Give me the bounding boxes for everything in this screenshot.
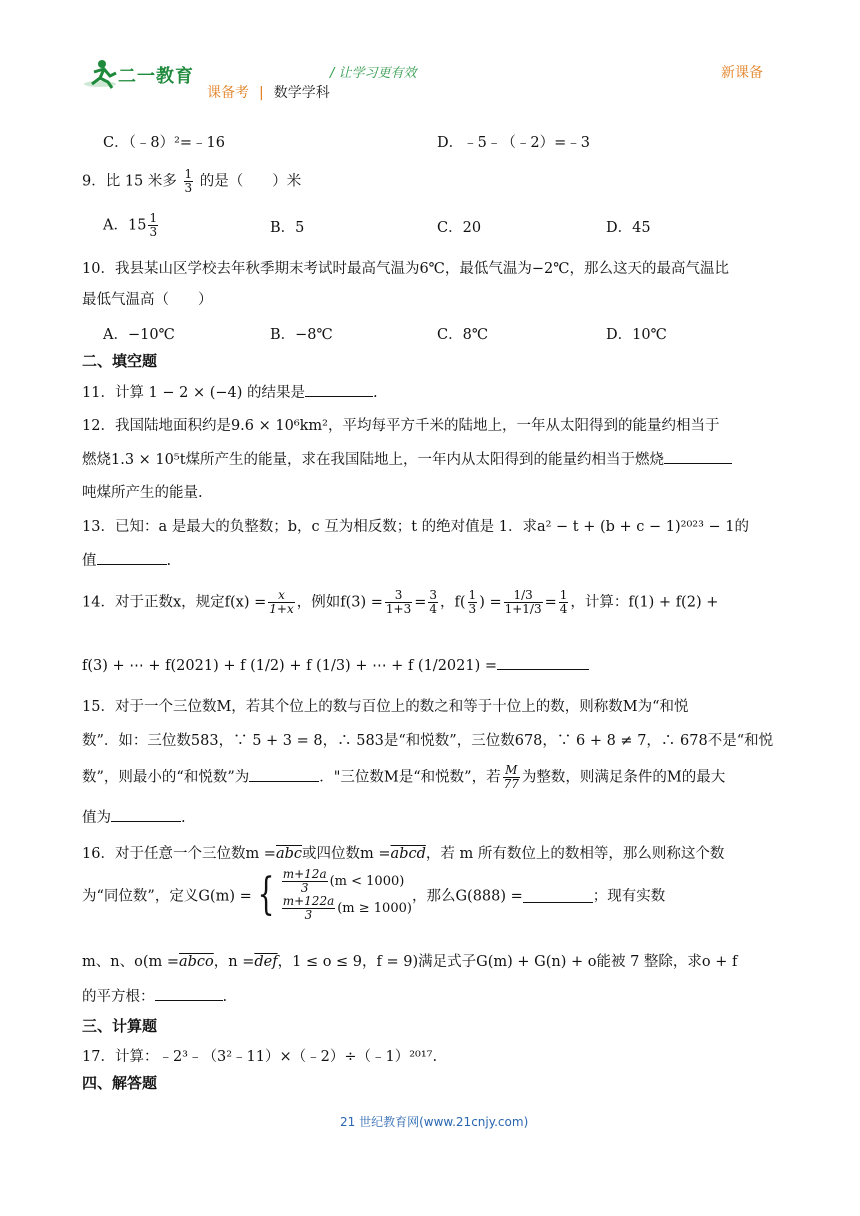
q14-line1: 14．对于正数x，规定f(x) = $\frac{x}{1+x}$ ，例如f(3) = $\frac{3}{1+3}$ = $\frac{3}{4}$ ，f( $\frac{1}{3}$ ) = $\frac{1/3}{1+1/3}$ = $\frac{1}{4}$ ，计算：f(1) + f(2) + [82,588,719,616]
section-answer: 四、解答题 [82,1074,158,1092]
q9-stem-a: 9．比 15 米多 [82,173,177,190]
q11: 11．计算 1 − 2 × (−4) 的结果是 . [82,381,378,402]
q8-option-d: D．﹣5﹣（﹣2）=﹣3 [437,135,590,151]
q17: 17．计算：﹣2³﹣（3²﹣11）×（﹣2）÷（﹣1）²⁰¹⁷. [82,1049,438,1065]
q9-option-c: C．20 [437,220,482,236]
q15-line4: 值为 . [82,806,186,827]
q13-line1: 13．已知：a 是最大的负整数；b，c 互为相反数；t 的绝对值是 1．求a² − t + (b + c − 1)²⁰²³ − 1的 [82,519,750,535]
header-subject [207,82,330,102]
q10-option-b: B．−8℃ [270,327,333,343]
q16-line4: 的平方根： . [82,985,227,1006]
q14-line2: f(3) + ⋯ + f(2021) + f (1/2) + f (1/3) + ⋯ + f (1/2021) = [82,655,589,674]
header-tag-right: 数学学科 [273,85,330,101]
q15-answer-blank-2[interactable] [111,807,181,822]
q16-answer-blank-2[interactable] [155,986,223,1001]
q12-line2: 燃烧1.3 × 10⁵t煤所产生的能量，求在我国陆地上，一年内从太阳得到的能量约相当于燃烧 [82,448,732,469]
q16-answer-blank-1[interactable] [523,888,593,903]
q9-option-b: B．5 [270,220,305,236]
q9-stem-b: 的是（ ）米 [199,173,302,190]
header-tag-left: 课备考 [207,85,249,101]
q10-line1: 10．我县某山区学校去年秋季期末考试时最高气温为6℃，最低气温为−2℃，那么这天的最高气温比 [82,261,729,277]
q10-option-d: D．10℃ [606,327,667,343]
q15-line2: 数”．如：三位数583，∵ 5 + 3 = 8，∴ 583是“和悦数”，三位数678，∵ 6 + 8 ≠ 7，∴ 678不是“和悦 [82,733,774,749]
q15-line3: 数”，则最小的“和悦数”为 ．"三位数M是“和悦数”，若 $\frac{M}{77}$ 为整数，则满足条件的M的最大 [82,763,726,791]
q9-stem [82,168,301,195]
q9-fraction: $\frac{1}{3}$ [184,167,193,195]
q10-option-a: A．−10℃ [103,327,175,343]
q15-answer-blank-1[interactable] [249,767,319,782]
q11-answer-blank[interactable] [305,382,373,397]
q16-line1: 16．对于任意一个三位数$m =\overline{abc}$或四位数m =abcd，若 m 所有数位上的数相等，那么则称这个数 [82,846,725,862]
q16-line3: m、n、o(m =abco，$n =\overline{def}$，1 ≤ o ≤ 9，f = 9)满足式子G(m) + G(n) + o能被 7 整除，求o + f [82,954,738,970]
q8-option-c: C．（﹣8）²=﹣16 [103,135,225,151]
q13-answer-blank[interactable] [97,550,167,565]
section-fill-in: 二、填空题 [82,352,158,370]
q15-line1: 15．对于一个三位数M，若其个位上的数与百位上的数之和等于十位上的数，则称数M为“和悦 [82,699,689,715]
q10-line2: 最低气温高（ ） [82,292,213,308]
q10-option-c: C．8℃ [437,327,489,343]
q9-option-a: A．15 $\frac{1}{3}$ [103,211,158,239]
q9-option-d: D．45 [606,220,651,236]
q12-line3: 吨煤所产生的能量. [82,485,203,501]
header-slogan: / 让学习更有效 [330,66,417,81]
footer-link[interactable]: 21 世纪教育网(www.21cnjy.com) [340,1115,529,1129]
q12-line1: 12．我国陆地面积约是9.6 × 10⁶km²，平均每平方千米的陆地上，一年从太阳得到的能量约相当于 [82,418,720,434]
header-tag-sep: | [259,85,264,101]
section-calculation: 三、计算题 [82,1017,158,1035]
logo-text: 二一教育 [118,66,194,87]
q12-answer-blank[interactable] [664,449,732,464]
q13-line2: 值 . [82,549,171,570]
q16-line2: 为“同位数”，定义G(m) = { $\frac{m+12a}{3}$ (m < 1000) $\frac{m+122a}{3}$ (m ≥ 1000) ，那么G(888) = ；现有实数 [82,867,666,922]
header-new-prep: 新课备 [721,65,763,81]
q14-answer-blank[interactable] [497,655,589,670]
